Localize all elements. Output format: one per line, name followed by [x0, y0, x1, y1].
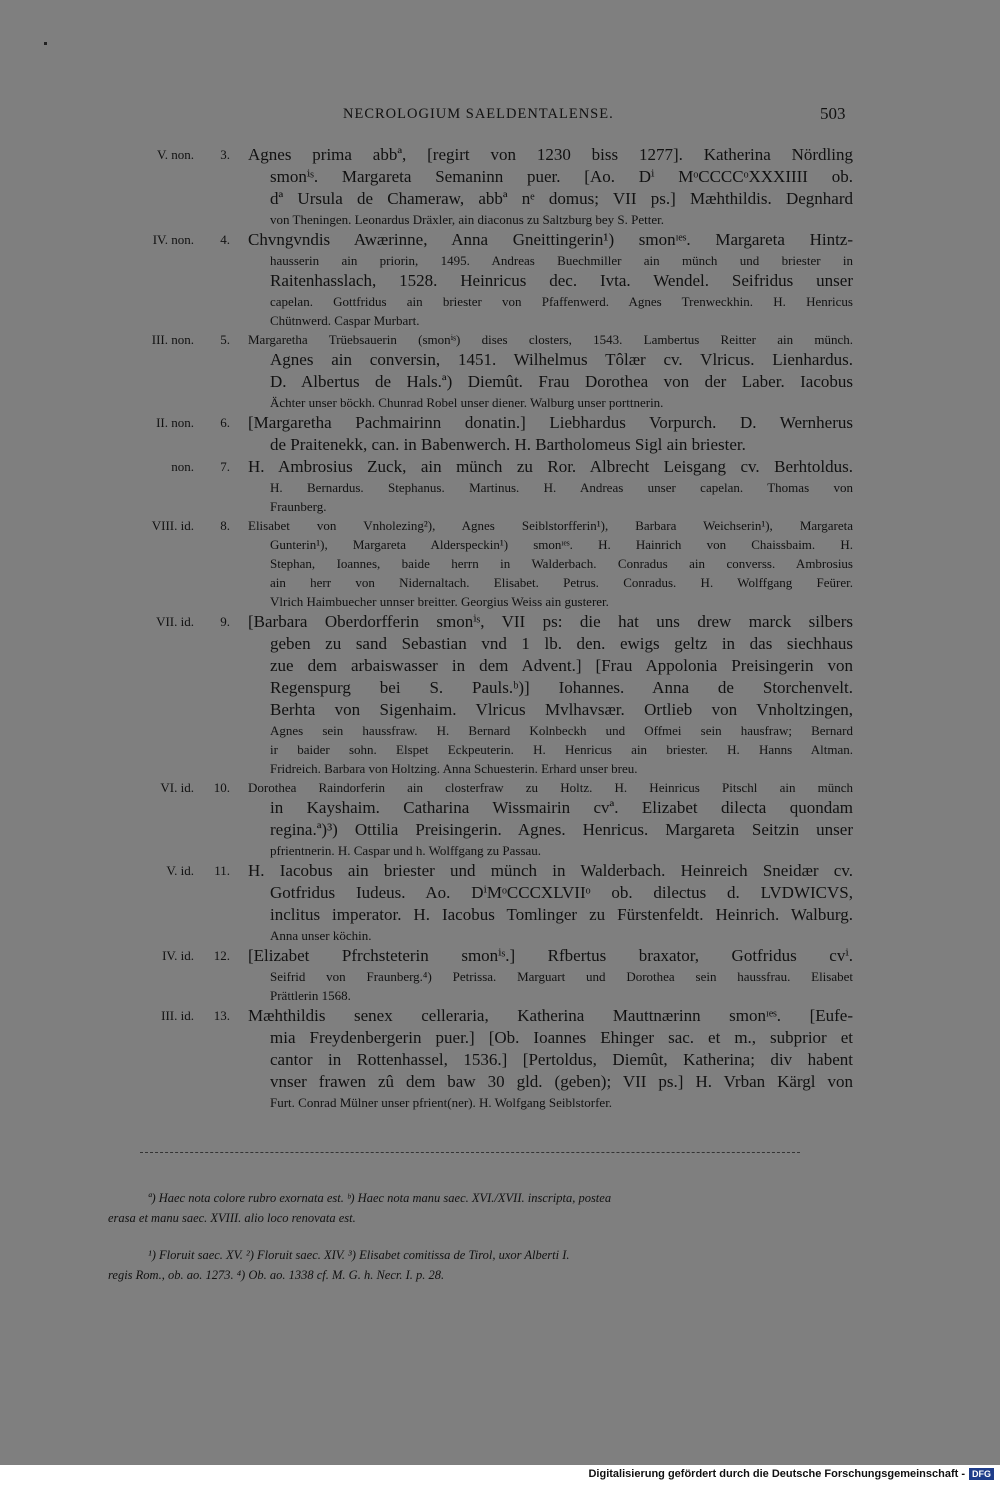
entry-text-line: D. Albertus de Hals.ª) Diemût. Frau Dorothea von der Laber. Iacobus: [270, 372, 853, 391]
entry-text-line: Chütnwerd. Caspar Murbart.: [270, 313, 420, 328]
entry-date: V. non.: [157, 147, 194, 162]
number-footnote-line: ¹) Floruit saec. XV. ²) Floruit saec. XIV. ³) Elisabet comitissa de Tirol, uxor Alberti I.: [148, 1248, 570, 1262]
necrology-entry: [108, 412, 853, 456]
letter-footnote-line: erasa et manu saec. XVIII. alio loco renovata est.: [108, 1211, 356, 1225]
entry-text-line: H. Ambrosius Zuck, ain münch zu Ror. Albrecht Leisgang cv. Berhtoldus.: [248, 457, 853, 476]
entry-text-line: zue dem arbaiswasser in dem Advent.] [Frau Appolonia Preisingerin von: [270, 656, 853, 675]
entry-text-line: ain herr von Nidernaltach. Elisabet. Petrus. Conradus. H. Wolffgang Feürer.: [270, 575, 853, 590]
entry-text-line: [Elizabet Pfrchsteterin smonⁱˢ.] Rfbertus braxator, Gotfridus cvⁱ.: [248, 946, 853, 965]
credit-text: Digitalisierung gefördert durch die Deutsche Forschungsgemeinschaft -: [588, 1468, 965, 1480]
entry-text-line: Mæhthildis senex celleraria, Katherina Mauttnærinn smonᶦᵉˢ. [Eufe-: [248, 1006, 853, 1025]
page-number: 503: [820, 104, 846, 123]
entry-date: VIII. id.: [151, 518, 194, 533]
entry-text-line: ir baider sohn. Elspet Eckpeuterin. H. Henricus ain briester. H. Hanns Altman.: [270, 742, 853, 757]
entry-text-line: Raitenhasslach, 1528. Heinricus dec. Ivta. Wendel. Seifridus unser: [270, 271, 853, 290]
entry-date: III. id.: [161, 1008, 194, 1023]
entry-text-line: H. Iacobus ain briester und münch in Walderbach. Heinreich Sneidær cv.: [248, 861, 853, 880]
entry-day-number: 6.: [220, 415, 230, 430]
running-title: NECROLOGIUM SAELDENTALENSE.: [343, 106, 614, 122]
entry-date: IV. non.: [152, 232, 194, 247]
necrology-entry: [108, 330, 853, 412]
entry-date: non.: [171, 459, 194, 474]
necrology-entry: [108, 860, 853, 945]
footnote-separator: [140, 1152, 800, 1153]
entry-text-line: smonⁱˢ. Margareta Semaninn puer. [Ao. Dⁱ MᵒCCCCᵒXXXIIII ob.: [270, 167, 853, 186]
letter-footnotes: [108, 1188, 848, 1228]
entry-day-number: 10.: [213, 780, 230, 795]
entry-text-line: [Barbara Oberdorfferin smonⁱˢ, VII ps: die hat uns drew marck silbers: [248, 612, 853, 631]
necrology-entry: [108, 144, 853, 229]
necrology-entry: [108, 456, 853, 516]
entry-text-line: mia Freydenbergerin puer.] [Ob. Ioannes Ehinger sac. et m., subprior et: [270, 1028, 853, 1047]
necrology-entry: [108, 1005, 853, 1112]
necrology-entry: [108, 778, 853, 860]
entry-text-line: cantor in Rottenhassel, 1536.] [Pertoldus, Diemût, Katherina; div habent: [270, 1050, 853, 1069]
entry-text-line: Prättlerin 1568.: [270, 988, 351, 1003]
entry-text-line: regina.ª)³) Ottilia Preisingerin. Agnes. Henricus. Margareta Seitzin unser: [270, 820, 853, 839]
dfg-logo: DFG: [969, 1468, 994, 1480]
entry-day-number: 3.: [220, 147, 230, 162]
entry-date: VII. id.: [156, 614, 194, 629]
entry-text-line: Gunterin¹), Margareta Alderspeckin¹) smonᶦᵉˢ. H. Hainrich von Chaissbaim. H.: [270, 537, 853, 552]
entry-text-line: Elisabet von Vnholezing²), Agnes Seiblstorfferin¹), Barbara Weichserin¹), Margareta: [248, 518, 853, 533]
entry-date: IV. id.: [162, 948, 194, 963]
entry-text-line: Vlrich Haimbuecher unnser breitter. Georgius Weiss ain gusterer.: [270, 594, 609, 609]
entry-text-line: Fraunberg.: [270, 499, 327, 514]
entry-text-line: hausserin ain priorin, 1495. Andreas Buechmiller ain münch und briester in: [270, 253, 853, 268]
entry-text-line: Stephan, Ioannes, baide herrn in Walderbach. Conradus ain converss. Ambrosius: [270, 556, 853, 571]
entry-text-line: Agnes prima abbª, [regirt von 1230 biss 1277]. Katherina Nördling: [248, 145, 853, 164]
entry-text-line: pfrientnerin. H. Caspar und h. Wolffgang zu Passau.: [270, 843, 542, 858]
entry-text-line: [Margaretha Pachmairinn donatin.] Liebhardus Vorpurch. D. Wernherus: [248, 413, 853, 432]
necrology-entry: [108, 945, 853, 1005]
entry-text-line: dª Ursula de Chameraw, abbª nᵉ domus; VII ps.] Mæhthildis. Degnhard: [270, 189, 853, 208]
entry-text-line: Seifrid von Fraunberg.⁴) Petrissa. Marguart und Dorothea sein haussfrau. Elisabet: [270, 969, 853, 984]
entry-text-line: de Praitenekk, can. in Babenwerch. H. Bartholomeus Sigl ain briester.: [270, 435, 746, 454]
entry-day-number: 11.: [214, 863, 230, 878]
entry-text-line: in Kayshaim. Catharina Wissmairin cvª. Elizabet dilecta quondam: [270, 798, 853, 817]
letter-footnote-line: ª) Haec nota colore rubro exornata est. ᵇ) Haec nota manu saec. XVI./XVII. inscripta, postea: [148, 1191, 612, 1205]
entry-text-line: geben zu sand Sebastian vnd 1 lb. den. ewigs geltz in das siechhaus: [270, 634, 853, 653]
scan-speck: [44, 42, 47, 45]
entry-date: VI. id.: [160, 780, 194, 795]
entry-text-line: von Theningen. Leonardus Dräxler, ain diaconus zu Saltzburg bey S. Petter.: [270, 212, 664, 227]
number-footnote-line: regis Rom., ob. ao. 1273. ⁴) Ob. ao. 1338 cf. M. G. h. Necr. I. p. 28.: [108, 1268, 445, 1282]
entry-day-number: 8.: [220, 518, 230, 533]
necrology-entry: [108, 229, 853, 330]
entry-text-line: inclitus imperator. H. Iacobus Tomlinger zu Fürstenfeldt. Heinrich. Walburg.: [270, 905, 853, 924]
entry-day-number: 12.: [213, 948, 230, 963]
entry-text-line: Gotfridus Iudeus. Ao. DⁱMᵒCCCXLVIIᵒ ob. dilectus d. LVDWICVS,: [270, 883, 853, 902]
entry-day-number: 13.: [213, 1008, 230, 1023]
entry-text-line: Furt. Conrad Mülner unser pfrient(ner). H. Wolfgang Seiblstorfer.: [270, 1095, 613, 1110]
entry-text-line: capelan. Gottfridus ain briester von Pfaffenwerd. Agnes Trenweckhin. H. Henricus: [270, 294, 853, 309]
entry-text-line: Dorothea Raindorferin ain closterfraw zu Holtz. H. Heinricus Pitschl ain münch: [248, 780, 853, 795]
entry-date: III. non.: [151, 332, 194, 347]
entry-text-line: Agnes sein haussfraw. H. Bernard Kolnbeckh und Offmei sein hausfraw; Bernard: [270, 723, 853, 738]
entry-day-number: 4.: [220, 232, 230, 247]
entry-date: II. non.: [156, 415, 194, 430]
entry-text-line: Chvngvndis Awærinne, Anna Gneittingerin¹) smonᶦᵉˢ. Margareta Hintz-: [248, 230, 853, 249]
entry-text-line: vnser frawen zû dem baw 30 gld. (geben); VII ps.] H. Vrban Kärgl von: [270, 1072, 853, 1091]
entry-text-line: Fridreich. Barbara von Holtzing. Anna Schuesterin. Erhard unser breu.: [270, 761, 638, 776]
entry-date: V. id.: [166, 863, 194, 878]
necrology-entry: [108, 516, 853, 611]
digitization-credit: [588, 1468, 994, 1480]
entry-text-line: Regenspurg bei S. Pauls.ᵇ)] Iohannes. Anna de Storchenvelt.: [270, 678, 853, 697]
entry-text-line: Ächter unser böckh. Chunrad Robel unser diener. Walburg unser porttnerin.: [270, 395, 664, 410]
entry-day-number: 7.: [220, 459, 230, 474]
necrology-entry: [108, 611, 853, 778]
necrology-entries: [108, 144, 853, 1112]
number-footnotes: [108, 1245, 848, 1285]
entry-text-line: H. Bernardus. Stephanus. Martinus. H. Andreas unser capelan. Thomas von: [270, 480, 853, 495]
entry-text-line: Agnes ain conversin, 1451. Wilhelmus Tôlær cv. Vlricus. Lienhardus.: [270, 350, 853, 369]
entry-text-line: Anna unser köchin.: [270, 928, 372, 943]
entry-text-line: Margaretha Trüebsauerin (smonⁱˢ) dises closters, 1543. Lambertus Reitter ain münch.: [248, 332, 853, 347]
entry-day-number: 9.: [220, 614, 230, 629]
entry-day-number: 5.: [220, 332, 230, 347]
entry-text-line: Berhta von Sigenhaim. Vlricus Mvlhavsær. Ortlieb von Vnholtzingen,: [270, 700, 853, 719]
